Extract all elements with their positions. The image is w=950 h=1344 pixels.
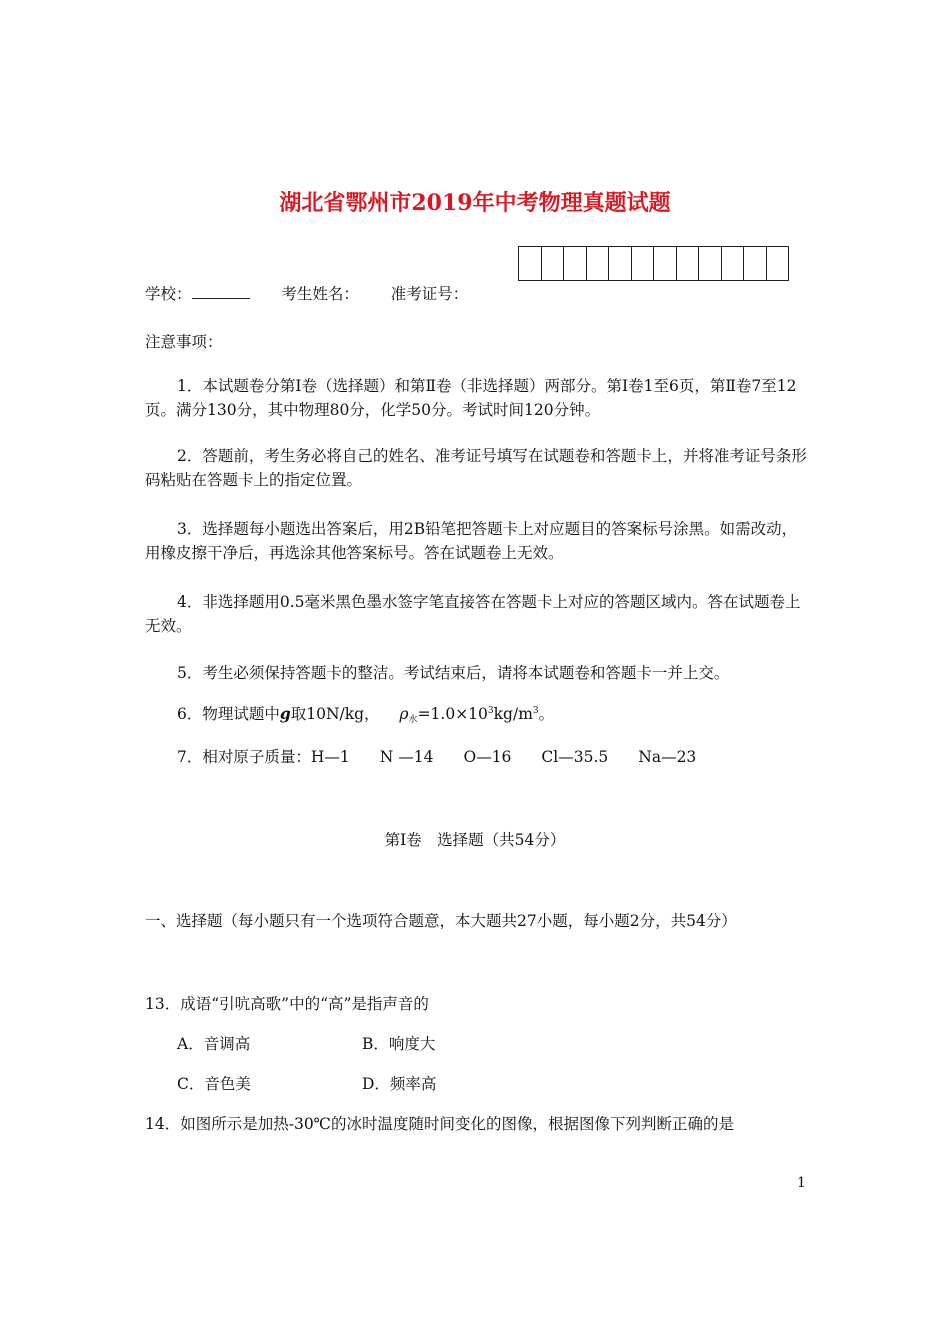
- notice-heading: 注意事项：: [145, 333, 223, 351]
- exam-number-cell: [632, 247, 655, 280]
- notice-item-6: 6．物理试题中g取10N/kg， $\rho_水=1.0\times 10^3kg/m^3$。: [177, 704, 555, 725]
- atomic-mass: Cl—35.5: [541, 748, 609, 766]
- school-blank: [192, 282, 250, 299]
- notice-item: 1．本试题卷分第Ⅰ卷（选择题）和第Ⅱ卷（非选择题）两部分。第Ⅰ卷1至6页，第Ⅱ卷7至12页。满分130分，其中物理80分，化学50分。考试时间120分钟。: [145, 377, 797, 419]
- page-number: 1: [797, 1175, 806, 1191]
- header-fields: [145, 282, 468, 306]
- option-c: C．音色美: [177, 1075, 251, 1093]
- exam-number-cell: [699, 247, 722, 280]
- notice-item: 2．答题前，考生务必将自己的姓名、准考证号填写在试题卷和答题卡上，并将准考证号条形码粘贴在答题卡上的指定位置。: [145, 447, 807, 489]
- exam-number-cell: [722, 247, 745, 280]
- option-b: B．响度大: [362, 1035, 436, 1053]
- exam-number-cell: [609, 247, 632, 280]
- section-title: 第Ⅰ卷 选择题（共54分）: [384, 831, 566, 849]
- exam-number-cell: [587, 247, 610, 280]
- atomic-mass: Na—23: [638, 748, 697, 766]
- exam-number-cell: [564, 247, 587, 280]
- g-symbol: g: [279, 704, 291, 723]
- exam-number-cell: [677, 247, 700, 280]
- notice-item-7: 7．相对原子质量：H—1 N —14 O—16 Cl—35.5 Na—23: [177, 748, 697, 766]
- exam-number-cell: [744, 247, 767, 280]
- option-d: D．频率高: [362, 1075, 437, 1093]
- notice-item: 5．考生必须保持答题卡的整洁。考试结束后，请将本试题卷和答题卡一并上交。: [177, 664, 730, 682]
- option-a: A．音调高: [177, 1035, 251, 1053]
- notice-item: 4．非选择题用0.5毫米黑色墨水签字笔直接答在答题卡上对应的答题区域内。答在试题卷上无效。: [145, 593, 801, 635]
- atomic-mass: O—16: [463, 748, 512, 766]
- atomic-mass: N —14: [379, 748, 434, 766]
- atomic-mass: H—1: [310, 748, 350, 766]
- school-label: 学校：: [145, 285, 192, 303]
- question-13-stem: 13．成语“引吭高歌”中的“高”是指声音的: [145, 995, 429, 1013]
- exam-number-cell: [767, 247, 790, 280]
- question-14-stem: 14．如图所示是加热-30℃的冰时温度随时间变化的图像，根据图像下列判断正确的是: [145, 1115, 735, 1133]
- page-title: 湖北省鄂州市2019年中考物理真题试题: [279, 190, 671, 216]
- exam-number-label: 准考证号：: [390, 285, 469, 303]
- name-label: 考生姓名：: [281, 285, 359, 303]
- exam-number-cell: [519, 247, 542, 280]
- part-heading: 一、选择题（每小题只有一个选项符合题意，本大题共27小题，每小题2分，共54分）: [145, 912, 737, 930]
- rho-symbol: ρ: [399, 705, 409, 723]
- notice-item: 3．选择题每小题选出答案后，用2B铅笔把答题卡上对应题目的答案标号涂黑。如需改动，用橡皮擦干净后，再选涂其他答案标号。答在试题卷上无效。: [145, 520, 798, 562]
- exam-number-cell: [654, 247, 677, 280]
- exam-number-cell: [542, 247, 565, 280]
- exam-number-grid: [518, 246, 789, 281]
